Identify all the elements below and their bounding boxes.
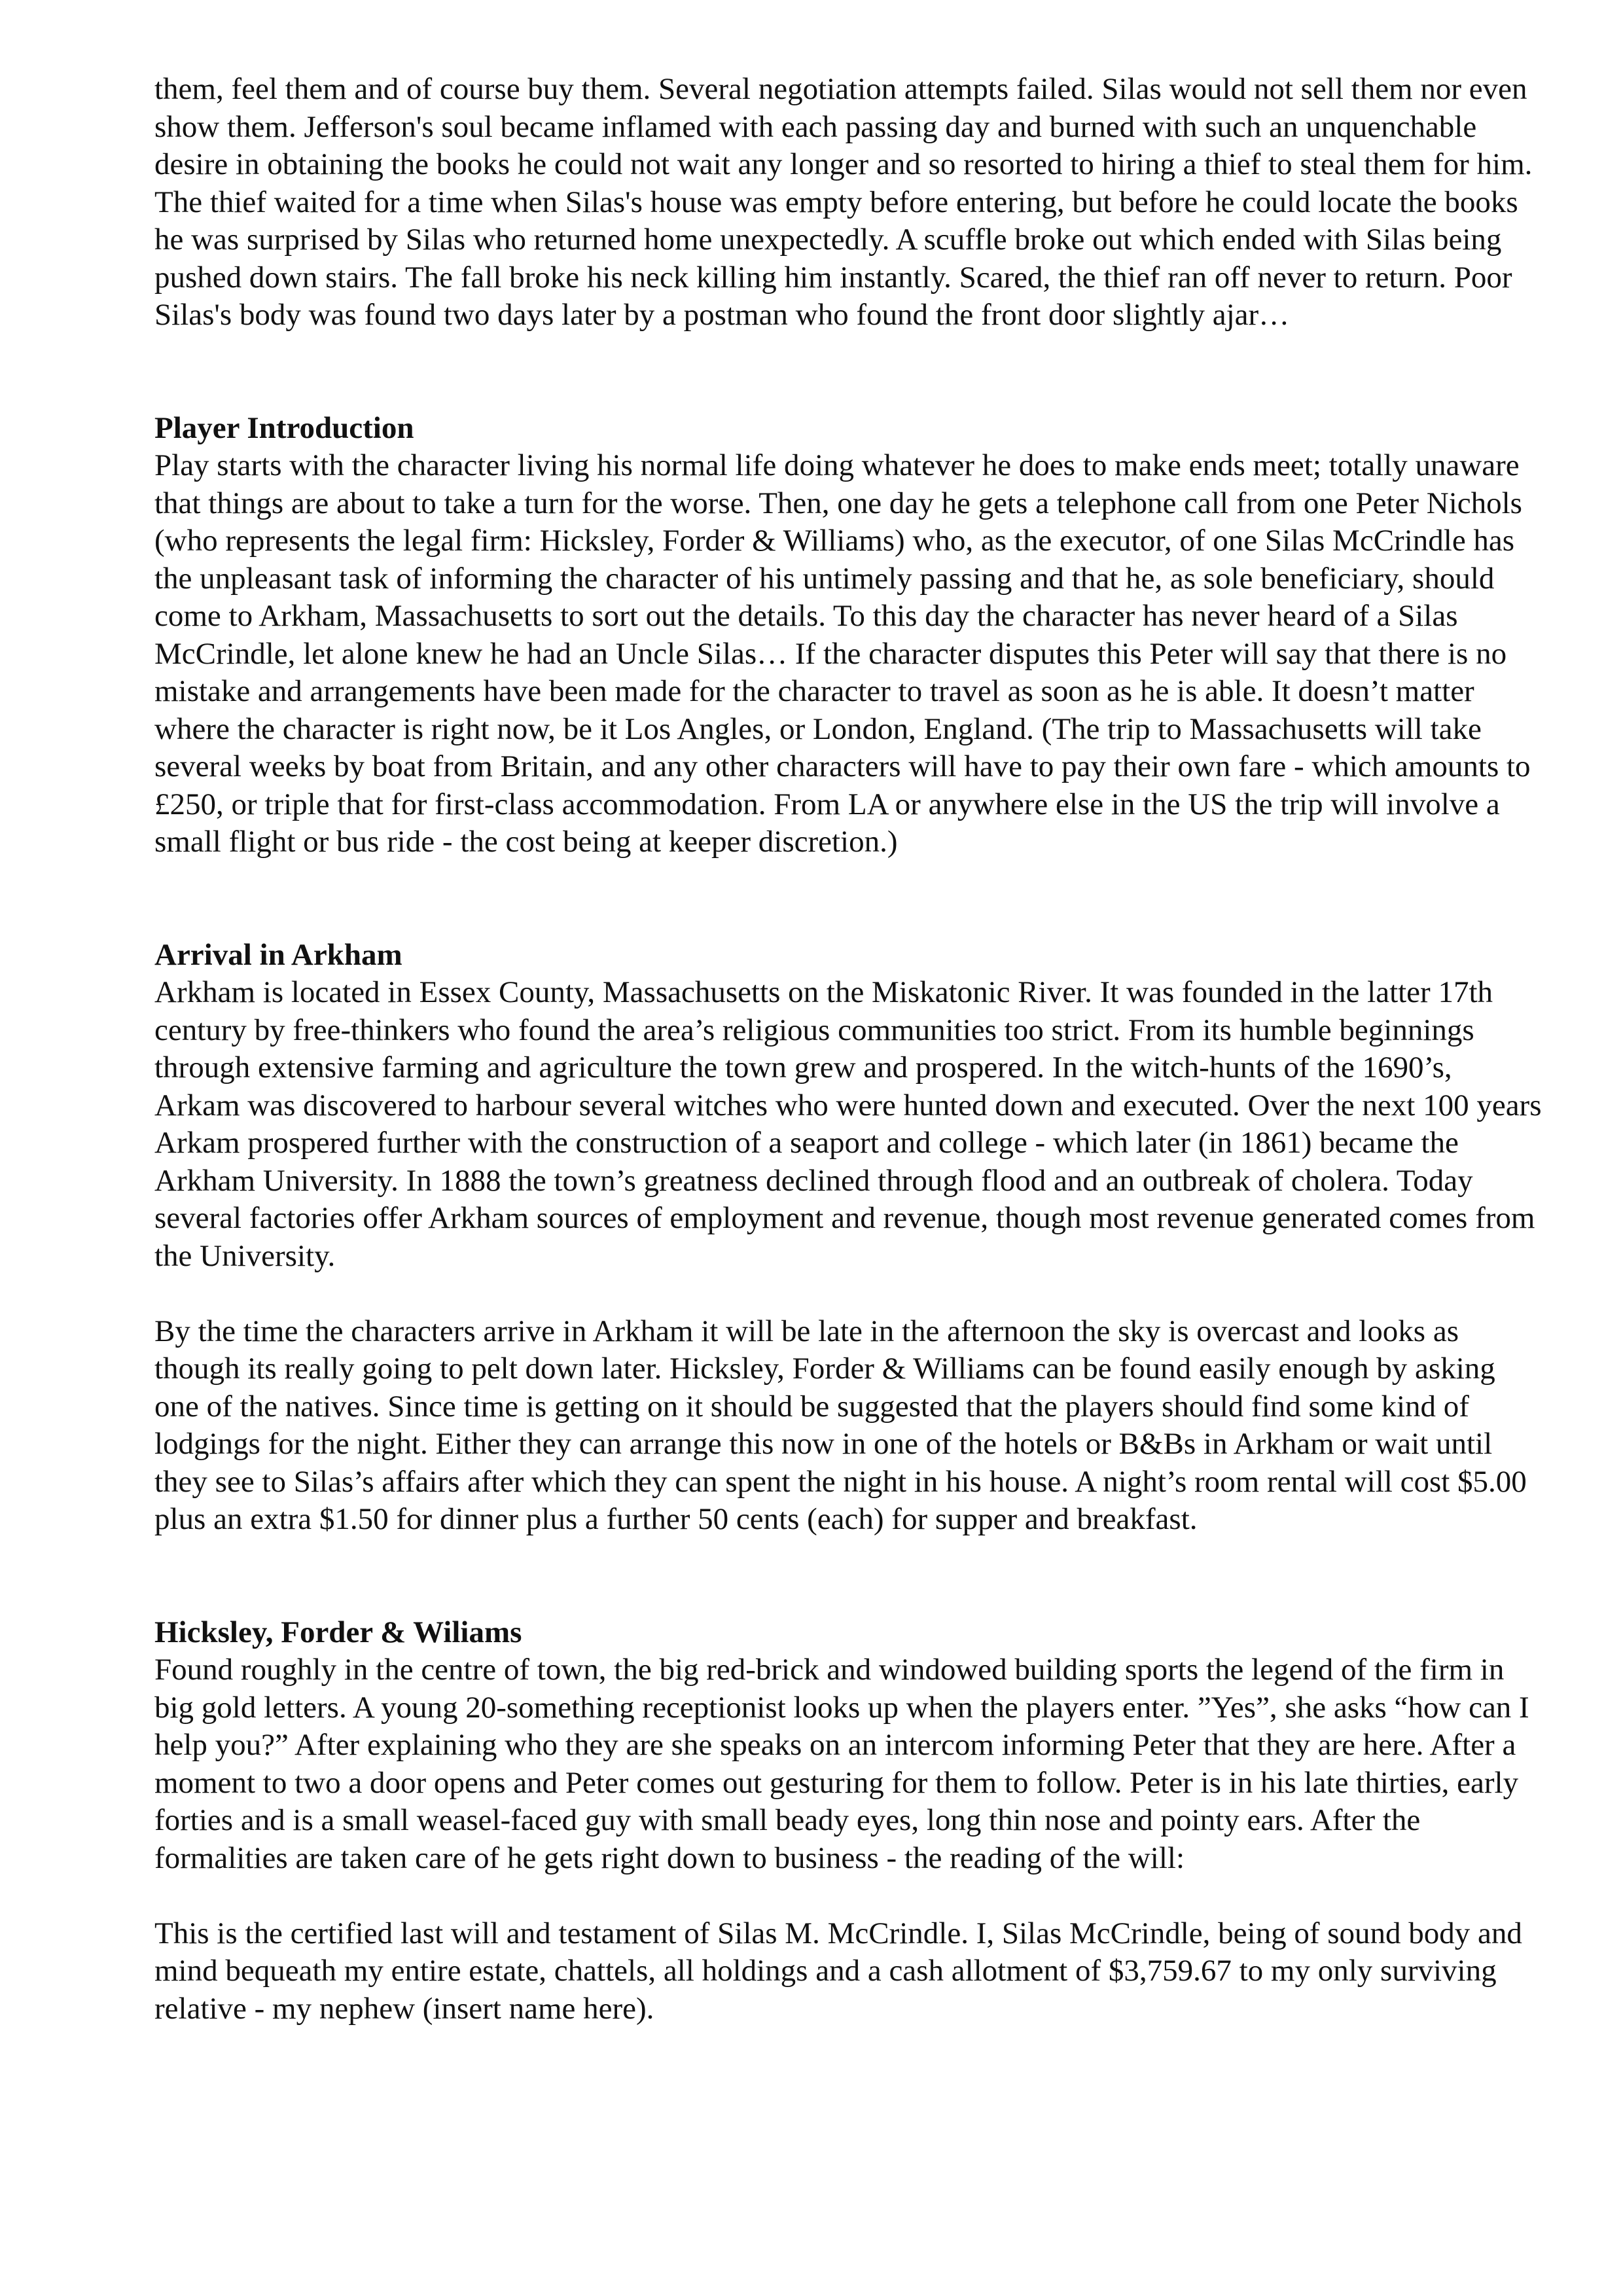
document-page bbox=[154, 71, 1542, 2028]
section-arrival-in-arkham bbox=[154, 937, 1542, 1539]
section-heading: Player Introduction bbox=[154, 410, 414, 445]
intro-paragraph: them, feel them and of course buy them. Several negotiation attempts failed. Silas would not sell them nor even show them. Jefferson's soul became inflamed with each passing day and burned with such an unquenchable desire in obtaining the books he could not wait any longer and so resorted to hiring a thief to steal them for him. The thief waited for a time when Silas's house was empty before entering, but before he could locate the books he was surprised by Silas who returned home unexpectedly. A scuffle broke out which ended with Silas being pushed down stairs. The fall broke his neck killing him instantly. Scared, the thief ran off never to return. Poor Silas's body was found two days later by a postman who found the front door slightly ajar… bbox=[154, 72, 1533, 332]
section-spacer bbox=[154, 334, 1542, 410]
paragraph-spacer bbox=[154, 1877, 1542, 1915]
section-heading: Arrival in Arkham bbox=[154, 937, 402, 972]
section-paragraph: Arkham is located in Essex County, Massachusetts on the Miskatonic River. It was founded in the latter 17th century by free-thinkers who found the area’s religious communities too strict. From its humble beginnings through extensive farming and agriculture the town grew and prospered. In the witch-hunts of the 1690’s, Arkam was discovered to harbour several witches who were hunted down and executed. Over the next 100 years Arkam prospered further with the construction of a seaport and college - which later (in 1861) became the Arkham University. In 1888 the town’s greatness declined through flood and an outbreak of cholera. Today several factories offer Arkham sources of employment and revenue, though most revenue generated comes from the University. bbox=[154, 975, 1542, 1273]
section-paragraph: Found roughly in the centre of town, the big red-brick and windowed building sports the legend of the firm in big gold letters. A young 20-something receptionist looks up when the players enter. ”Yes”, she asks “how can I help you?” After explaining who they are she speaks on an intercom informing Peter that they are here. After a moment to two a door opens and Peter comes out gesturing for them to follow. Peter is in his late thirties, early forties and is a small weasel-faced guy with small beady eyes, long thin nose and pointy ears. After the formalities are taken care of he gets right down to business - the reading of the will: bbox=[154, 1653, 1529, 1875]
section-spacer bbox=[154, 861, 1542, 937]
paragraph-spacer bbox=[154, 1275, 1542, 1313]
section-player-introduction bbox=[154, 410, 1542, 861]
will-text: This is the certified last will and testament of Silas M. McCrindle. I, Silas McCrindle, being of sound body and mind bequeath my entire estate, chattels, all holdings and a cash allotment of $3,759.67 to my only surviving relative - my nephew (insert name here). bbox=[154, 1916, 1522, 2026]
section-heading: Hicksley, Forder & Wiliams bbox=[154, 1615, 522, 1649]
section-paragraph: By the time the characters arrive in Arkham it will be late in the afternoon the sky is overcast and looks as though its really going to pelt down later. Hicksley, Forder & Williams can be found easily enough by asking one of the natives. Since time is getting on it should be suggested that the players should find some kind of lodgings for the night. Either they can arrange this now in one of the hotels or B&Bs in Arkham or wait until they see to Silas’s affairs after which they can spent the night in his house. A night’s room rental will cost $5.00 plus an extra $1.50 for dinner plus a further 50 cents (each) for supper and breakfast. bbox=[154, 1314, 1527, 1536]
section-hicksley-forder-wiliams bbox=[154, 1614, 1542, 2028]
section-spacer bbox=[154, 1539, 1542, 1614]
section-paragraph: Play starts with the character living his normal life doing whatever he does to make ends meet; totally unaware that things are about to take a turn for the worse. Then, one day he gets a telephone call from one Peter Nichols (who represents the legal firm: Hicksley, Forder & Williams) who, as the executor, of one Silas McCrindle has the unpleasant task of informing the character of his untimely passing and that he, as sole beneficiary, should come to Arkham, Massachusetts to sort out the details. To this day the character has never heard of a Silas McCrindle, let alone knew he had an Uncle Silas… If the character disputes this Peter will say that there is no mistake and arrangements have been made for the character to travel as soon as he is able. It doesn’t matter where the character is right now, be it Los Angles, or London, England. (The trip to Massachusetts will take several weeks by boat from Britain, and any other characters will have to pay their own fare - which amounts to £250, or triple that for first-class accommodation. From LA or anywhere else in the US the trip will involve a small flight or bus ride - the cost being at keeper discretion.) bbox=[154, 448, 1531, 859]
